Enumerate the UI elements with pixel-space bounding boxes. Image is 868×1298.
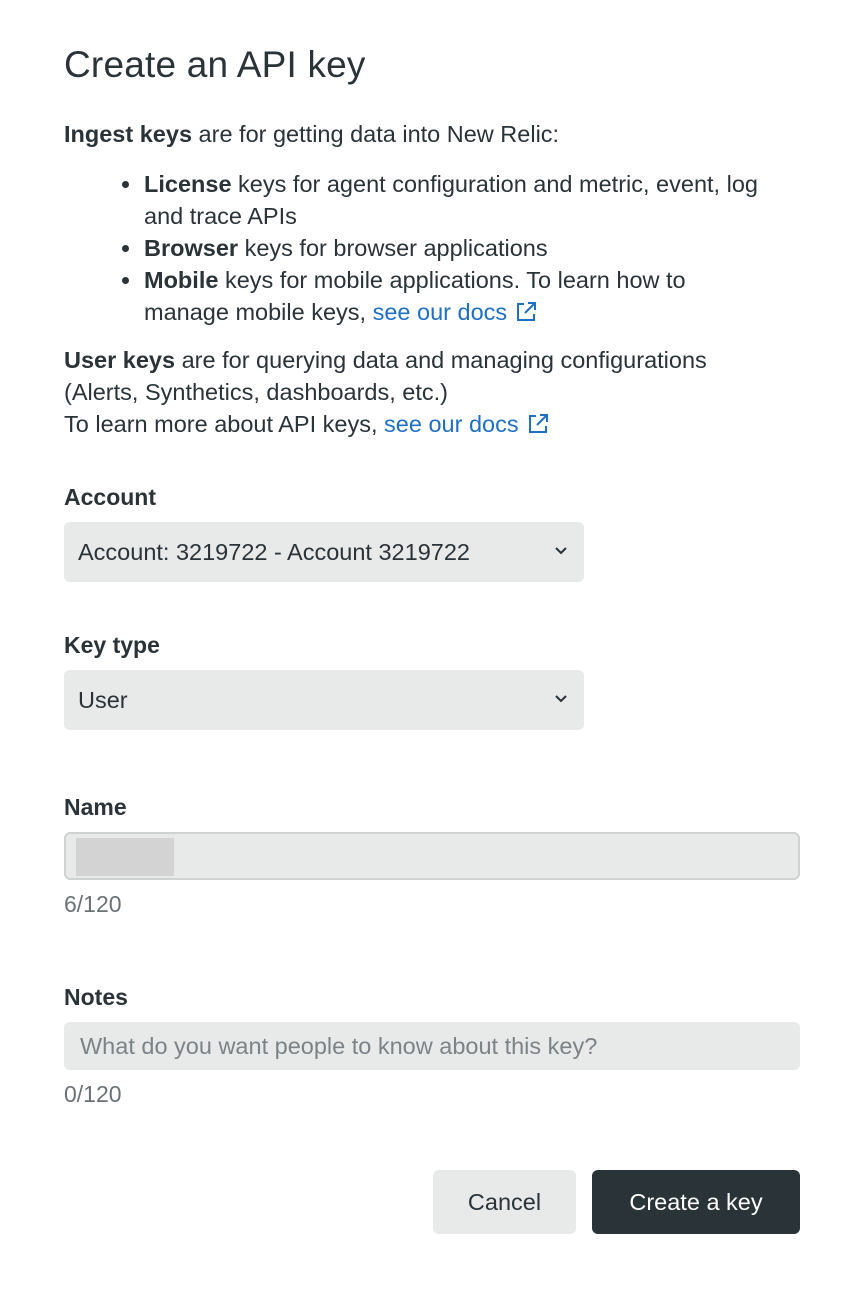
chevron-down-icon: [554, 694, 568, 704]
redacted-name-value: [76, 838, 174, 876]
mobile-docs-link[interactable]: [373, 299, 538, 325]
browser-text: keys for browser applications: [238, 235, 548, 261]
mobile-text: keys for mobile applications. To learn how to manage mobile keys,: [144, 267, 686, 325]
notes-placeholder: What do you want people to know about this key?: [80, 1033, 598, 1059]
learn-more-text: To learn more about API keys,: [64, 411, 385, 437]
create-key-button[interactable]: Create a key: [592, 1170, 800, 1234]
name-label: Name: [64, 794, 127, 820]
list-item-license: [144, 168, 764, 232]
external-link-icon: [527, 413, 549, 435]
external-link-icon: [515, 301, 537, 323]
chevron-down-icon: [554, 546, 568, 556]
notes-label: Notes: [64, 984, 128, 1010]
account-select[interactable]: [64, 522, 584, 582]
license-text: keys for agent configuration and metric, event, log and trace APIs: [144, 171, 758, 229]
dialog-title: Create an API key: [64, 44, 366, 85]
key-type-label: Key type: [64, 632, 160, 658]
ingest-keys-text: are for getting data into New Relic:: [192, 121, 560, 147]
browser-bold: Browser: [144, 235, 239, 261]
user-keys-intro: [64, 344, 784, 440]
list-item-mobile: [144, 264, 764, 328]
ingest-keys-intro: [64, 118, 559, 150]
user-keys-bold: User keys: [64, 347, 176, 373]
cancel-button[interactable]: Cancel: [433, 1170, 576, 1234]
name-char-counter: 6/120: [64, 891, 122, 917]
key-type-select-value: User: [78, 687, 128, 713]
notes-input[interactable]: [64, 1022, 800, 1070]
account-label: Account: [64, 484, 156, 510]
api-keys-docs-link-text: see our docs: [384, 411, 519, 437]
account-select-value: Account: 3219722 - Account 3219722: [78, 539, 470, 565]
notes-char-counter: 0/120: [64, 1081, 122, 1107]
license-bold: License: [144, 171, 232, 197]
ingest-keys-bold: Ingest keys: [64, 121, 193, 147]
list-item-browser: [144, 232, 764, 264]
key-type-select[interactable]: [64, 670, 584, 730]
user-keys-text: are for querying data and managing configurations (Alerts, Synthetics, dashboards, etc.): [64, 347, 707, 405]
ingest-keys-list: [144, 168, 764, 328]
name-input[interactable]: [64, 832, 800, 880]
api-keys-docs-link[interactable]: [384, 411, 549, 437]
mobile-docs-link-text: see our docs: [372, 299, 508, 325]
mobile-bold: Mobile: [144, 267, 219, 293]
